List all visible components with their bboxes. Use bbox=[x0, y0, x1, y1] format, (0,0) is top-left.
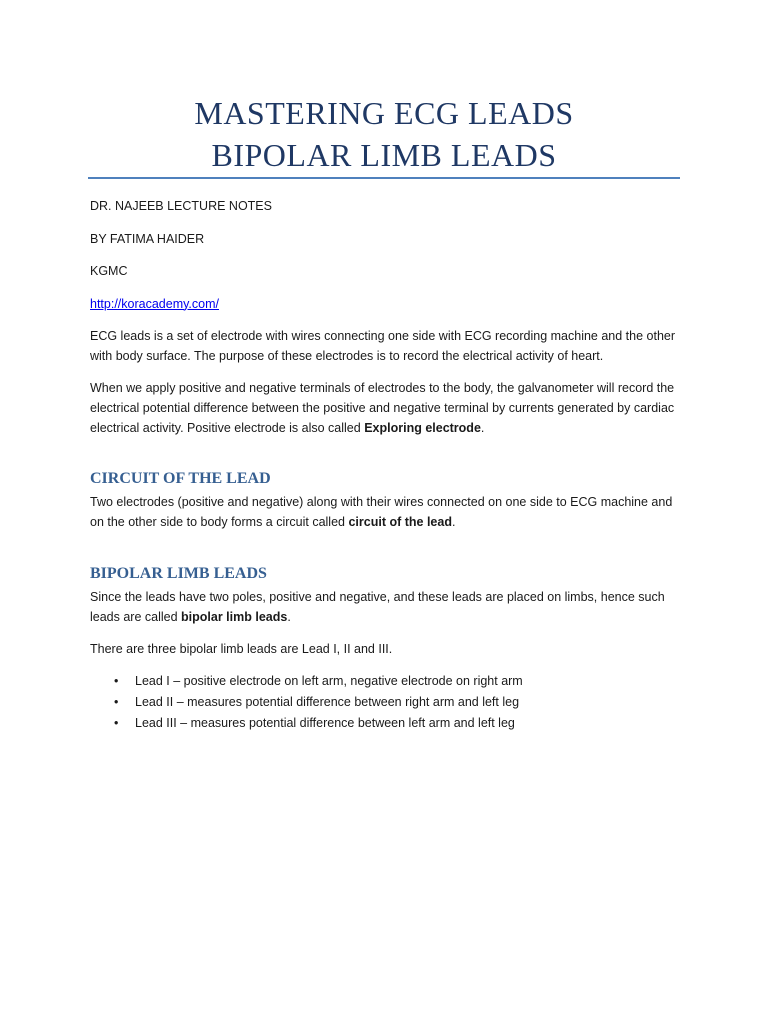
bipolar-paragraph-1 bbox=[90, 587, 680, 627]
bipolar-heading: BIPOLAR LIMB LEADS bbox=[90, 565, 267, 582]
circuit-text-end: . bbox=[451, 515, 456, 529]
document-body bbox=[90, 196, 680, 734]
lead-list bbox=[90, 671, 680, 734]
exploring-electrode-term: Exploring electrode bbox=[364, 421, 481, 435]
lecture-notes-label: DR. NAJEEB LECTURE NOTES bbox=[90, 199, 272, 213]
bipolar-term: bipolar limb leads bbox=[181, 610, 288, 624]
intro-p2-end: . bbox=[480, 421, 485, 435]
list-item: • Lead I – positive electrode on left arm, negative electrode on right arm bbox=[90, 671, 680, 692]
list-item: • Lead III – measures potential difference between left arm and left leg bbox=[90, 713, 680, 734]
intro-paragraph-1: ECG leads is a set of electrode with wires connecting one side with ECG recording machine and the other with body surface. The purpose of these electrodes is to record the electrical activity of heart. bbox=[90, 329, 676, 363]
circuit-heading: CIRCUIT OF THE LEAD bbox=[90, 470, 271, 487]
intro-p2-text: When we apply positive and negative terminals of electrodes to the body, the galvanometer will record the electrical potential difference between the positive and negative terminal by currents generated by cardiac electrical activity. Positive electrode is also called bbox=[90, 381, 675, 435]
bipolar-text: Since the leads have two poles, positive and negative, and these leads are placed on limbs, hence such leads are called bbox=[90, 590, 665, 624]
bipolar-paragraph-2: There are three bipolar limb leads are Lead I, II and III. bbox=[90, 642, 393, 656]
list-item: • Lead II – measures potential difference between right arm and left leg bbox=[90, 692, 680, 713]
circuit-text: Two electrodes (positive and negative) along with their wires connected on one side to ECG machine and on the other side to body forms a circuit called bbox=[90, 495, 673, 529]
title-line-1: MASTERING ECG LEADS bbox=[194, 95, 574, 131]
website-link[interactable]: http://koracademy.com/ bbox=[90, 296, 219, 311]
circuit-paragraph bbox=[90, 492, 680, 532]
intro-paragraph-2 bbox=[90, 378, 680, 438]
title-line-2: BIPOLAR LIMB LEADS bbox=[211, 137, 557, 173]
institution-label: KGMC bbox=[90, 264, 128, 278]
author-label: BY FATIMA HAIDER bbox=[90, 231, 205, 246]
document-title bbox=[88, 92, 680, 176]
bipolar-text-end: . bbox=[287, 610, 291, 624]
circuit-term: circuit of the lead bbox=[348, 515, 452, 529]
title-underline bbox=[88, 177, 680, 179]
